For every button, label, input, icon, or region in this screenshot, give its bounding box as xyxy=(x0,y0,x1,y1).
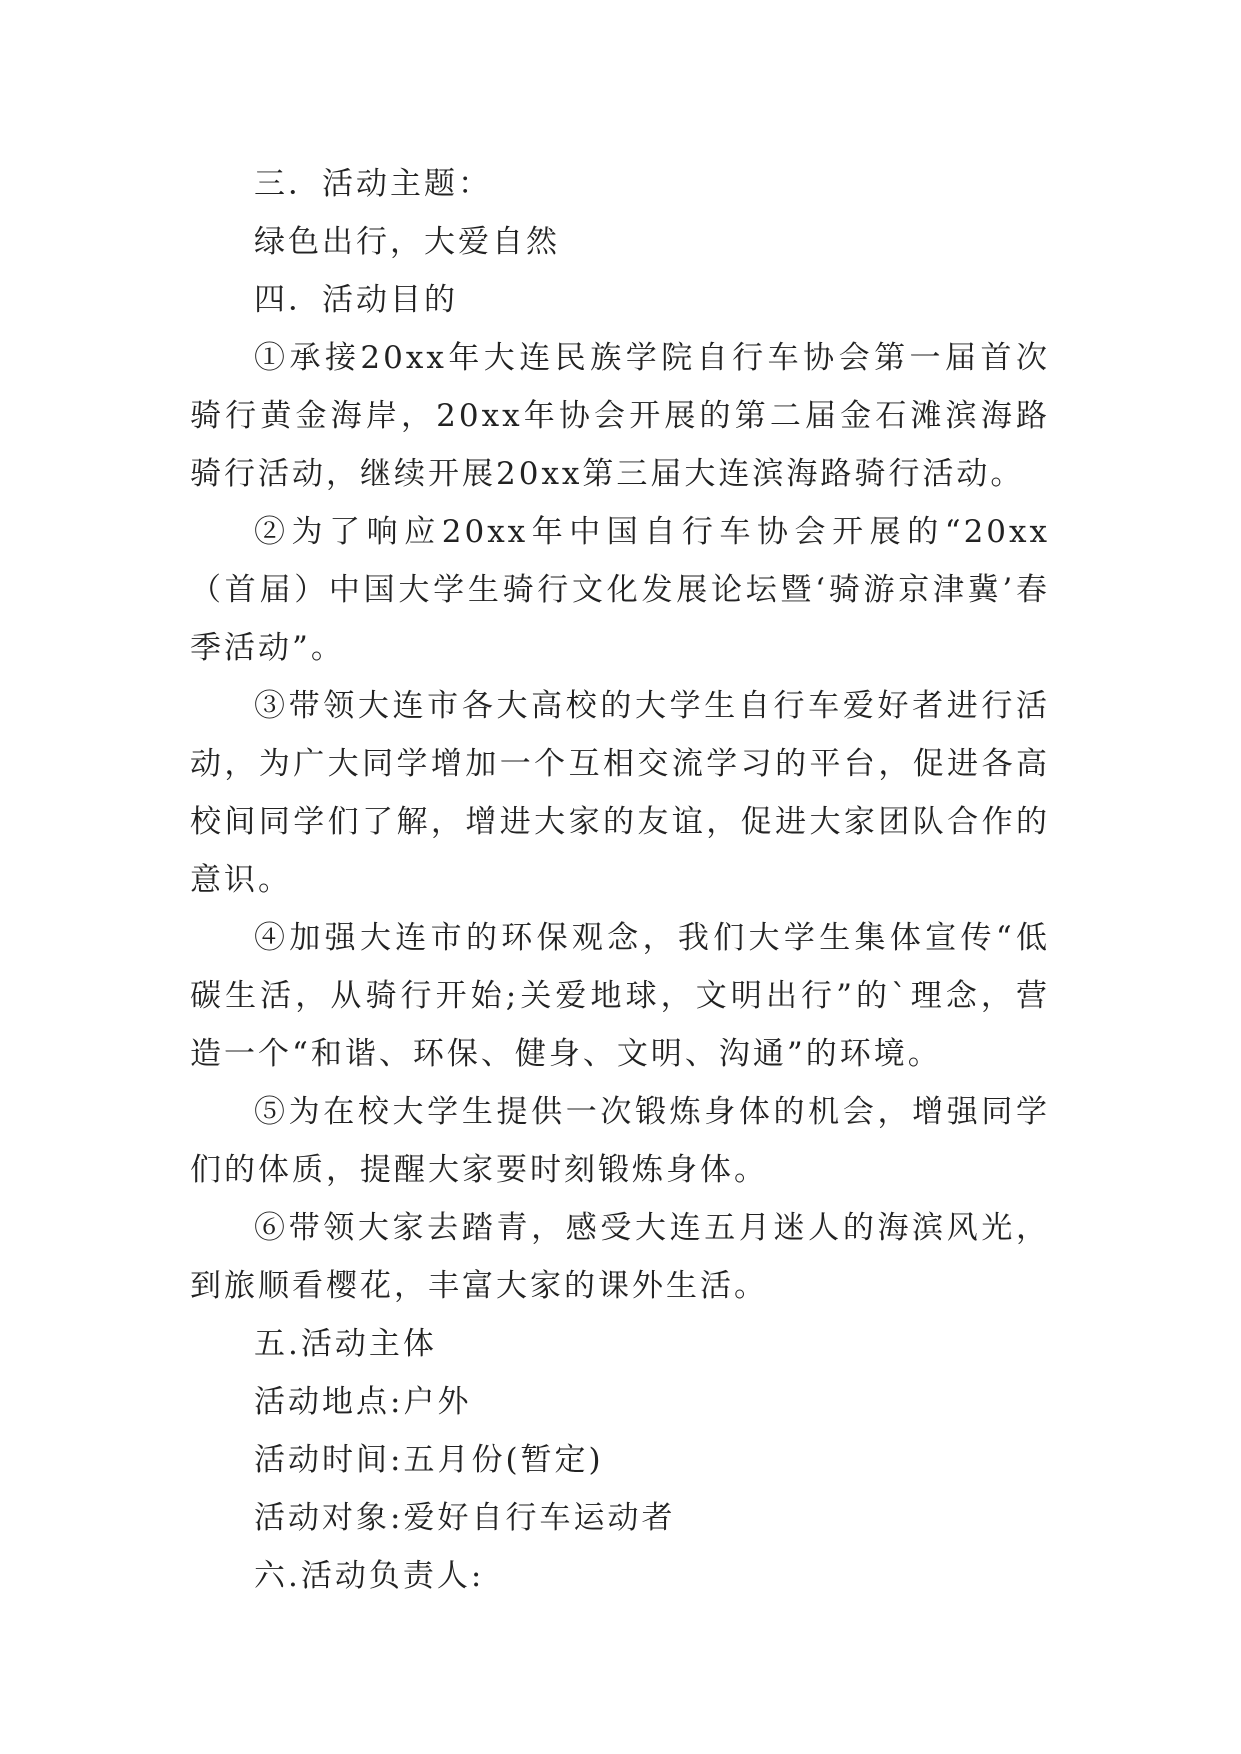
section-heading-theme: 三．活动主题： xyxy=(254,166,492,202)
theme-text: 绿色出行，大爱自然 xyxy=(254,224,560,260)
activity-time: 活动时间:五月份(暂定) xyxy=(254,1442,604,1478)
purpose-item-3: ③带领大连市各大高校的大学生自行车爱好者进行活动，为广大同学增加一个互相交流学习的平台，促进各高校间同学们了解，增进大家的友谊，促进大家团队合作的意识。 xyxy=(190,688,1050,898)
purpose-item-5: ⑤为在校大学生提供一次锻炼身体的机会，增强同学们的体质，提醒大家要时刻锻炼身体。 xyxy=(190,1094,1050,1188)
activity-location: 活动地点:户外 xyxy=(254,1384,472,1420)
purpose-item-6: ⑥带领大家去踏青，感受大连五月迷人的海滨风光，到旅顺看樱花，丰富大家的课外生活。 xyxy=(190,1210,1050,1304)
purpose-item-4: ④加强大连市的环保观念，我们大学生集体宣传“低碳生活，从骑行开始;关爱地球，文明出行”的`理念，营造一个“和谐、环保、健身、文明、沟通”的环境。 xyxy=(190,920,1050,1072)
purpose-item-2: ②为了响应20xx年中国自行车协会开展的“20xx（首届）中国大学生骑行文化发展论坛暨‘骑游京津冀’春季活动”。 xyxy=(190,514,1050,666)
section-heading-subject: 五.活动主体 xyxy=(254,1326,437,1362)
section-heading-purpose: 四．活动目的 xyxy=(254,282,458,318)
document-body xyxy=(190,155,1050,1605)
purpose-item-1: ①承接20xx年大连民族学院自行车协会第一届首次骑行黄金海岸，20xx年协会开展的第二届金石滩滨海路骑行活动，继续开展20xx第三届大连滨海路骑行活动。 xyxy=(190,340,1050,492)
section-heading-leader: 六.活动负责人: xyxy=(254,1558,485,1594)
activity-target: 活动对象:爱好自行车运动者 xyxy=(254,1500,676,1536)
